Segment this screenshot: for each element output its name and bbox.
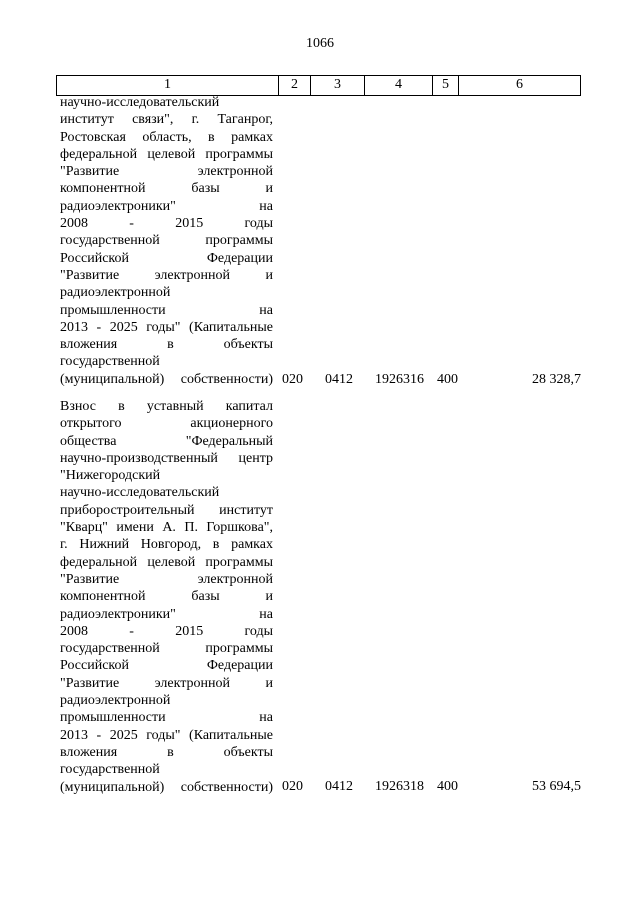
header-col-4: 4 [365,76,433,95]
description-line: федеральной целевой программы [60,146,273,162]
description-line: 2008 - 2015 годы [60,623,273,639]
description-line: Российской Федерации [60,658,273,674]
description-line: промышленности на [60,302,273,318]
description-line: компонентной базы и [60,181,273,197]
description-line: радиоэлектроники" на [60,606,273,622]
description-line: "Развитие электронной и [60,675,273,691]
description-line: "Развитие электронной [60,164,273,180]
description-line: государственной программы [60,641,273,657]
page-number: 1066 [306,36,334,51]
description-line: "Развитие электронной и [60,267,273,283]
description-line: компонентной базы и [60,589,273,605]
description-line: 2013 - 2025 годы" (Капитальные [60,727,273,743]
description-line: Ростовская область, в рамках [60,129,273,145]
header-col-3: 3 [311,76,365,95]
row-2-col-2: 020 [282,779,303,794]
description-line: государственной [60,762,160,778]
description-line: институт связи", г. Таганрог, [60,112,273,128]
row-2-description [60,398,273,796]
row-1-col-4: 1926316 [375,372,424,387]
table-header [56,75,581,96]
description-line: радиоэлектронной [60,285,171,301]
description-line: общества "Федеральный [60,433,273,449]
description-line: "Кварц" имени А. П. Горшкова", [60,520,273,536]
description-line: вложения в объекты [60,337,273,353]
description-line: федеральной целевой программы [60,554,273,570]
description-line: "Развитие электронной [60,571,273,587]
description-line: приборостроительный институт [60,502,273,518]
row-2-col-3: 0412 [325,779,353,794]
description-line: научно-исследовательский [60,485,220,501]
row-1-col-5: 400 [437,372,458,387]
row-2-col-6: 53 694,5 [532,779,581,794]
description-line: "Нижегородский [60,468,161,484]
description-line: 2013 - 2025 годы" (Капитальные [60,319,273,335]
header-col-1: 1 [57,76,279,95]
description-line: вложения в объекты [60,744,273,760]
description-line: г. Нижний Новгород, в рамках [60,537,273,553]
description-line: промышленности на [60,710,273,726]
row-2-col-4: 1926318 [375,779,424,794]
header-col-6: 6 [516,77,523,92]
description-line: научно-производственный центр [60,450,273,466]
description-line: Российской Федерации [60,250,273,266]
row-2-col-5: 400 [437,779,458,794]
description-line: радиоэлектроники" на [60,198,273,214]
description-line: государственной [60,354,160,370]
description-line: 2008 - 2015 годы [60,216,273,232]
description-line: государственной программы [60,233,273,249]
row-1-description [60,94,273,388]
header-col-5: 5 [433,76,459,95]
description-line: радиоэлектронной [60,693,171,709]
description-line: Взнос в уставный капитал [60,399,273,414]
header-col-2: 2 [279,76,311,95]
row-1-col-6: 28 328,7 [532,372,581,387]
description-line: научно-исследовательский [60,95,220,110]
description-line: открытого акционерного [60,416,273,432]
row-1-col-3: 0412 [325,372,353,387]
row-1-col-2: 020 [282,372,303,387]
description-line: (муниципальной) собственности) [60,779,273,795]
description-line: (муниципальной) собственности) [60,371,273,387]
